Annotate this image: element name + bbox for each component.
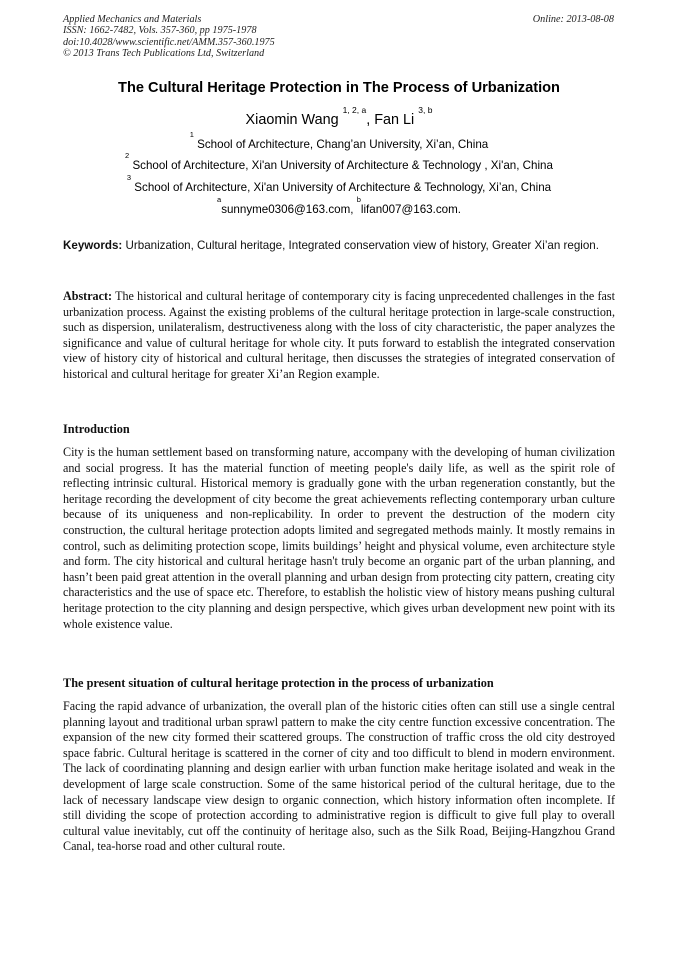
paper-title: The Cultural Heritage Protection in The Process of Urbanization <box>118 80 560 96</box>
author-list <box>0 105 678 128</box>
affiliation-text: School of Architecture, Xi'an University of Architecture & Technology, Xi’an, China <box>134 181 552 194</box>
journal-header <box>63 14 423 60</box>
affiliation-number: 1 <box>189 130 194 139</box>
author-emails <box>0 195 678 216</box>
copyright-line: © 2013 Trans Tech Publications Ltd, Switzerland <box>63 48 265 60</box>
author-name: Fan Li <box>374 112 415 128</box>
author-name: Xiaomin Wang <box>245 112 339 128</box>
email-link[interactable]: lifan007@163.com. <box>360 203 461 216</box>
doi-line: doi:10.4028/www.scientific.net/AMM.357-360.1975 <box>63 36 275 48</box>
abstract-block <box>63 289 615 383</box>
email-link[interactable]: sunnyme0306@163.com <box>221 203 351 216</box>
online-date: Online: 2013-08-08 <box>532 14 614 25</box>
author-separator: , <box>366 112 375 128</box>
keywords-block <box>63 238 615 254</box>
affiliation-number: 3 <box>126 173 132 182</box>
abstract-text: The historical and cultural heritage of contemporary city is facing unprecedented challenges in the fast urbanization process. Against the existing problems of the cultural heritage protection in large-scale construction, such as dispersion, unilateralism, destructiveness along with the loss of city characteristic, the paper analyzes the significance and value of cultural heritage for whole city. It puts forward to establish the integrated conservation view of history city of historical and cultural heritage, then discusses the strategies of integrated conservation of historical and cultural heritage for greater Xi’an Region example. <box>63 289 615 381</box>
affiliation-1 <box>0 130 678 151</box>
abstract-label: Abstract: <box>63 289 113 303</box>
section-paragraph-present-situation: Facing the rapid advance of urbanization, the overall plan of the historic cities often can still use a single central planning layout and traditional urban sprawl pattern to make the city centre function excessive concentration. The expansion of the new city formed their scattered groups. The construction of traffic cross the old city destroyed space fabric. Cultural heritage is scattered in the corner of city and too difficult to blend in modern environment. The lack of coordinating planning and design earlier with urban function make heritage isolated and weak in the development of large scale construction. Some of the same historical period of the cultural heritage, due to the lack of necessary landscape view design to organic connection, which history information often incomplete. If still dividing the scope of protection according to administrative region is difficult to give full play to overall cultural value inevitably, cut off the continuity of heritage also, such as the Silk Road, Beijing-Hangzhou Grand Canal, tea-horse road and other cultural route. <box>63 699 615 854</box>
section-heading-present-situation: The present situation of cultural heritage protection in the process of urbanization <box>63 676 494 690</box>
email-marker: b <box>356 195 361 204</box>
affiliation-text: School of Architecture, Xi'an University of Architecture & Technology , Xi'an, China <box>132 159 553 172</box>
section-heading-introduction: Introduction <box>63 422 130 436</box>
email-separator: , <box>350 203 357 216</box>
issn-line: ISSN: 1662-7482, Vols. 357-360, pp 1975-1978 <box>63 25 257 37</box>
email-marker: a <box>217 195 222 204</box>
keywords-label: Keywords: <box>63 239 123 252</box>
author-superscript: 3, b <box>418 105 433 115</box>
affiliation-3 <box>0 173 678 194</box>
author-superscript: 1, 2, a <box>342 105 367 115</box>
affiliation-2 <box>0 151 678 172</box>
affiliation-number: 2 <box>125 151 130 160</box>
section-paragraph-introduction: City is the human settlement based on transforming nature, accompany with the developing of human civilization and social progress. It has the material function of meeting people's daily life, as well as the spirit role of reflecting intrinsic cultural. Historical memory is gradually gone with the urban regeneration constantly, but the heritage recording the development of city become the great achievements reflecting contemporary urban culture because of its uniqueness and non-replicability. In order to prevent the destruction of the modern city construction, the cultural heritage protection adopts limited and segregated methods mainly. It mostly remains in control, such as delimiting protection scope, limits buildings’ height and physical volume, even architecture style and form. The city historical and cultural heritage hasn't truly become an organic part of the urban planning, and hasn’t been paid great attention in the overall planning and urban design from protecting city pattern, creating city characteristics and the use of space etc. Therefore, to establish the holistic view of history means pushing cultural heritage protection to the city planning and design perspective, which gives urban development new point with its whole existence value. <box>63 445 615 631</box>
keywords-text: Urbanization, Cultural heritage, Integrated conservation view of history, Greater Xi’an region. <box>125 239 599 252</box>
affiliation-text: School of Architecture, Chang’an University, Xi’an, China <box>197 138 489 151</box>
journal-name: Applied Mechanics and Materials <box>63 14 202 25</box>
